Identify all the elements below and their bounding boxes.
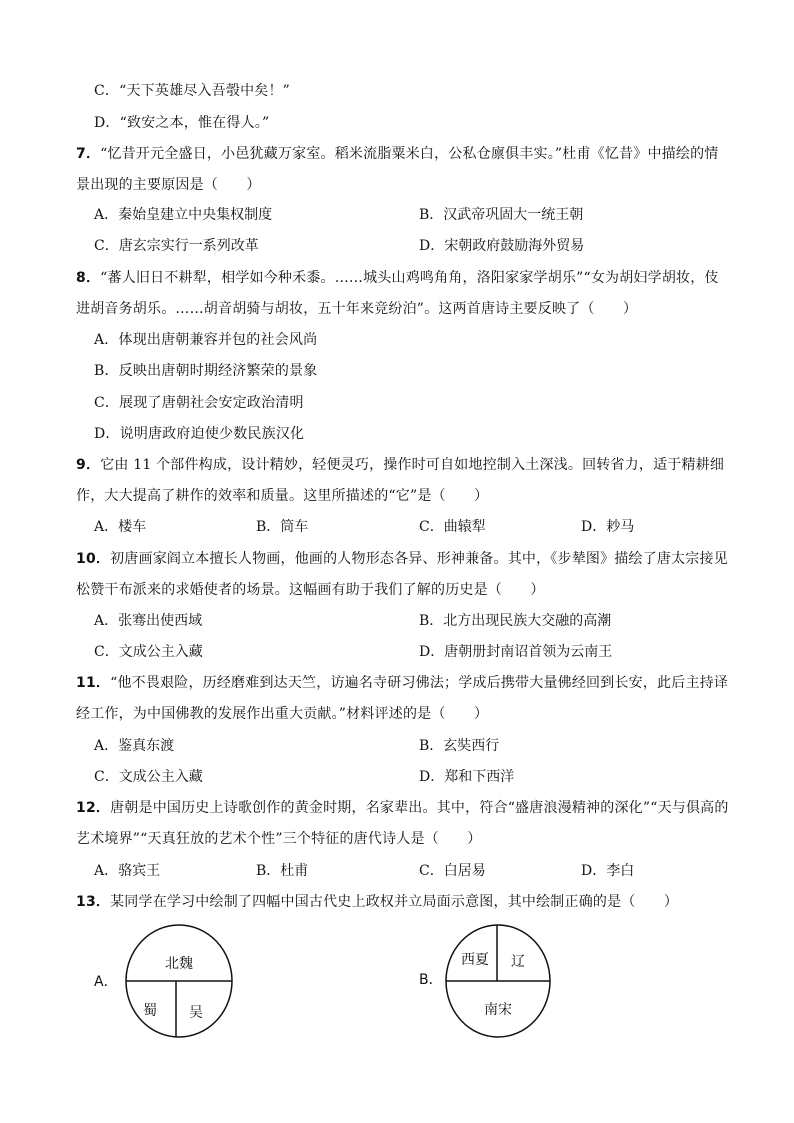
q7-option-d: D．宋朝政府鼓励海外贸易 [419,238,585,254]
q7-options-row1 [94,205,754,225]
diagram-b-top-left-label: 西夏 [461,952,489,968]
q8-option-b: B．反映出唐朝时期经济繁荣的景象 [94,363,318,379]
q12-stem-line2: 艺术境界”“天真狂放的艺术个性”三个特征的唐代诗人是（ ） [76,831,482,847]
q12-number: 12． [76,800,111,816]
q11-stem-line1 [76,673,756,693]
q13-stem [76,892,756,912]
q7-number: 7． [76,146,101,162]
q12-option-a: A．骆宾王 [94,863,161,879]
diagram-a-bottom-right-label: 吴 [189,1005,203,1021]
q7-option-b: B．汉武帝巩固大一统王朝 [419,207,584,223]
q8-number: 8． [76,270,101,286]
q12-option-b: B．杜甫 [256,863,309,879]
q8-option-d: D．说明唐政府迫使少数民族汉化 [94,426,305,442]
q10-option-c: C．文成公主入藏 [94,644,203,660]
q10-text: 初唐画家阎立本擅长人物画，他画的人物形态各异、形神兼备。其中，《步辇图》描绘了唐太宗接见 [110,551,728,567]
q6-option-d: D．“致安之本，惟在得人。” [94,115,270,131]
q9-options [94,517,754,537]
q10-option-d: D．唐朝册封南诏首领为云南王 [419,644,613,660]
diagram-b [419,918,569,1047]
q11-text: “他不畏艰险，历经磨难到达天竺，访遍名寺研习佛法；学成后携带大量佛经回到长安，此后主持译 [110,675,729,691]
q10-option-a: A．张骞出使西域 [94,613,203,629]
diagram-b-bottom-label: 南宋 [484,1002,512,1018]
q12-option-c: C．白居易 [419,863,486,879]
q12-option-d: D．李白 [581,863,635,879]
q9-option-b: B．筒车 [256,519,309,535]
q7-text: “忆昔开元全盛日，小邑犹藏万家室。稻米流脂粟米白，公私仓廪俱丰实。”杜甫《忆昔》中描绘的情 [100,146,719,162]
q11-option-c: C．文成公主入藏 [94,769,203,785]
q10-stem-line1 [76,549,756,569]
q10-number: 10． [76,551,111,567]
q8-stem-line2: 进胡音务胡乐。……胡音胡骑与胡妆，五十年来竞纷泊”。这两首唐诗主要反映了（ ） [76,301,638,317]
q10-options-row2 [94,642,754,662]
q11-option-d: D．郑和下西洋 [419,769,515,785]
q12-text: 唐朝是中国历史上诗歌创作的黄金时期，名家辈出。其中，符合“盛唐浪漫精神的深化”“天与俱高的 [110,800,729,816]
diagram-b-oval [446,925,550,1037]
q11-option-b: B．玄奘西行 [419,738,500,754]
q10-options-row1 [94,611,754,631]
q11-stem-line2: 经工作，为中国佛教的发展作出重大贡献。”材料评述的是（ ） [76,706,489,722]
q13-number: 13． [76,894,111,910]
diagram-a-label: A． [94,974,118,990]
q7-option-a: A．秦始皇建立中央集权制度 [94,207,273,223]
diagram-a-top-label: 北魏 [165,956,193,972]
q8-option-a: A．体现出唐朝兼容并包的社会风尚 [94,332,318,348]
q11-option-a: A．鉴真东渡 [94,738,175,754]
q11-number: 11． [76,675,111,691]
diagram-b-top-right-label: 辽 [511,954,525,970]
q9-option-a: A．楼车 [94,519,147,535]
q9-text: 它由 11 个部件构成，设计精妙，轻便灵巧，操作时可自如地控制入土深浅。回转省力，适于精耕细 [100,457,725,473]
diagram-a-oval [126,925,232,1037]
q7-stem-line2: 景出现的主要原因是（ ） [76,177,261,193]
q12-stem-line1 [76,798,756,818]
q7-options-row2 [94,236,754,256]
diagram-b-label: B． [419,972,443,988]
diagram-a-bottom-left-label: 蜀 [143,1003,157,1019]
q13-text: 某同学在学习中绘制了四幅中国古代史上政权并立局面示意图，其中绘制正确的是（ ） [110,894,679,910]
q9-stem-line2: 作，大大提高了耕作的效率和质量。这里所描述的“它”是（ ） [76,488,489,504]
q9-stem-line1 [76,455,756,475]
q10-option-b: B．北方出现民族大交融的高潮 [419,613,612,629]
diagram-a [94,920,244,1049]
q11-options-row1 [94,736,754,756]
q7-stem-line1 [76,144,756,164]
q9-option-d: D．耖马 [581,519,635,535]
q9-option-c: C．曲辕犁 [419,519,486,535]
q8-option-c: C．展现了唐朝社会安定政治清明 [94,395,304,411]
q10-stem-line2: 松赞干布派来的求婚使者的场景。这幅画有助于我们了解的历史是（ ） [76,582,545,598]
q8-stem-line1 [76,268,756,288]
q12-options [94,861,754,881]
q7-option-c: C．唐玄宗实行一系列改革 [94,238,259,254]
q8-text: “蕃人旧日不耕犁，相学如今种禾黍。……城头山鸡鸣角角，洛阳家家学胡乐”“女为胡妇学胡妆，伎 [100,270,719,286]
q9-number: 9． [76,457,101,473]
q6-option-c: C．“天下英雄尽入吾彀中矣！” [94,83,291,99]
q11-options-row2 [94,767,754,787]
